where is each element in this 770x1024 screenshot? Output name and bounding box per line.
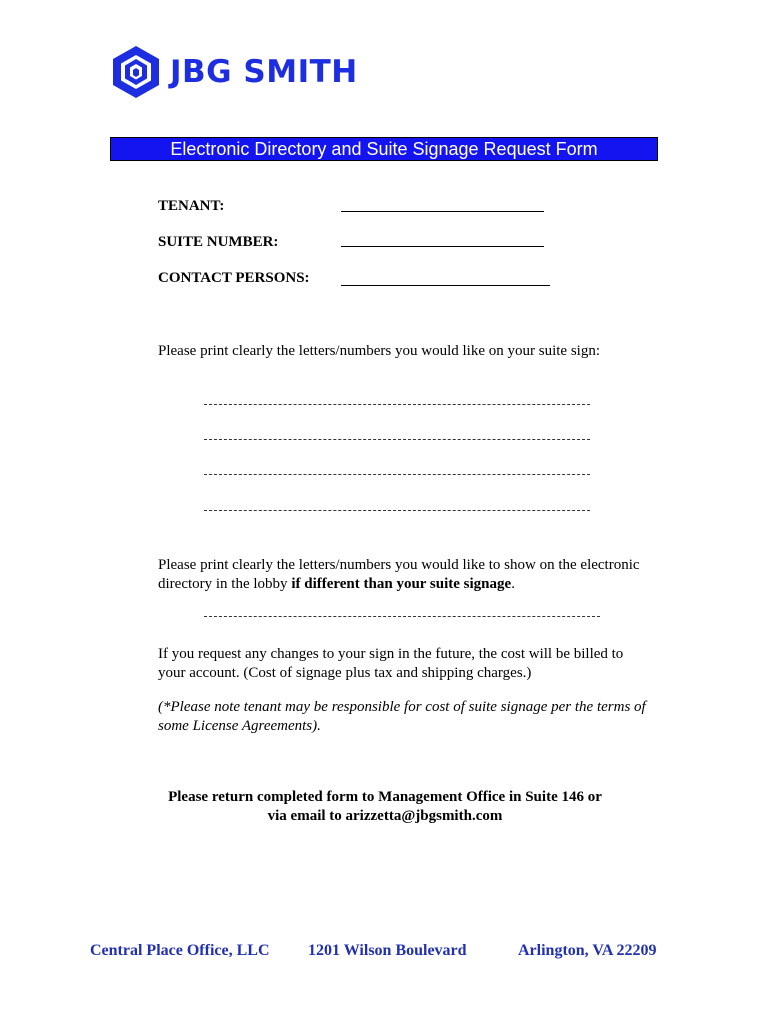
return-instructions [100,788,670,826]
directory-prompt-bold: if different than your suite signage [291,576,512,592]
suite-sign-line-3[interactable] [204,474,590,475]
return-line-2: via email to arizzetta@jbgsmith.com [267,808,503,824]
form-title-banner [110,137,658,161]
lion-hexagon-icon [110,44,162,100]
footer-street: 1201 Wilson Boulevard [308,942,467,959]
license-note: (*Please note tenant may be responsible for cost of suite signage per the terms of some License Agreements). [158,699,646,734]
tenant-field[interactable] [341,211,544,212]
suite-sign-line-2[interactable] [204,439,590,440]
footer-city: Arlington, VA 22209 [518,942,657,959]
brand-logo [110,44,358,100]
footer-company: Central Place Office, LLC [90,942,270,959]
suite-sign-prompt: Please print clearly the letters/numbers you would like on your suite sign: [158,343,600,359]
directory-line[interactable] [204,616,600,617]
brand-name: JBG SMITH [170,54,358,90]
directory-prompt-end: . [511,576,515,592]
return-line-1: Please return completed form to Management Office in Suite 146 or [168,789,602,805]
billing-note: If you request any changes to your sign in the future, the cost will be billed to your account. (Cost of signage plus tax and shipping charges.) [158,646,624,681]
contact-persons-field[interactable] [341,285,550,286]
directory-prompt [158,556,658,594]
suite-sign-line-1[interactable] [204,404,590,405]
tenant-label: TENANT: [158,198,225,214]
suite-sign-line-4[interactable] [204,510,590,511]
suite-number-field[interactable] [341,246,544,247]
suite-number-label: SUITE NUMBER: [158,234,279,250]
form-title: Electronic Directory and Suite Signage Request Form [170,139,598,159]
directory-prompt-start: Please print clearly the letters/numbers you would like to show on the electronic directory in the lobby [158,557,640,592]
contact-persons-label: CONTACT PERSONS: [158,270,310,286]
